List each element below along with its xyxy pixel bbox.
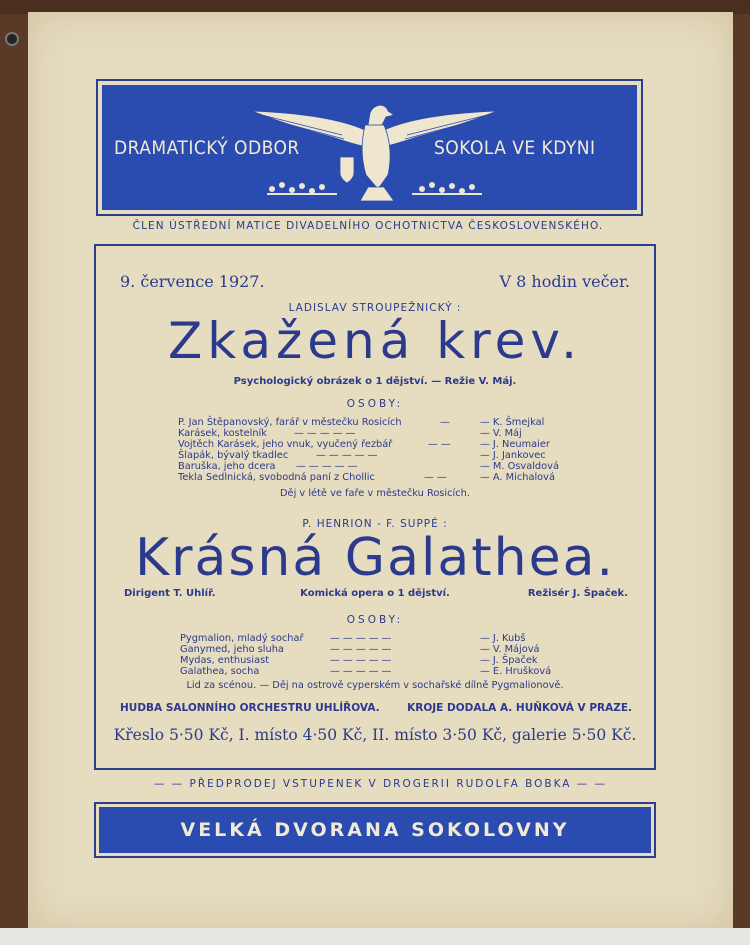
cast-role: Tekla Sedlnická, svobodná paní z Chollic — [178, 472, 375, 483]
event-date: 9. července 1927. — [120, 272, 265, 291]
cast-dashes: — — — — — — [330, 633, 392, 644]
cast-actor: — A. Michalová — [480, 472, 555, 483]
bottom-edge — [0, 928, 750, 945]
play2-title: Krásná Galathea. — [135, 528, 615, 588]
cast-actor: — K. Šmejkal — [480, 417, 545, 428]
cast-role: P. Jan Štěpanovský, farář v městečku Rosicích — [178, 417, 402, 428]
cast-role: Galathea, socha — [180, 666, 260, 677]
cast-actor: — M. Osvaldová — [480, 461, 559, 472]
play2-director: Režisér J. Špaček. — [527, 588, 628, 599]
play1-subtitle: Psychologický obrázek o 1 dějství. — Režie V. Máj. — [233, 376, 517, 387]
cast-actor: — V. Máj — [480, 428, 522, 439]
play1-setting: Děj v létě ve faře v městečku Rosicích. — [280, 488, 470, 499]
cast-dashes: — — [440, 417, 450, 428]
cast-role: Šlapák, bývalý tkadlec — [178, 450, 289, 461]
play1-title: Zkažená krev. — [168, 312, 582, 370]
cast-actor: — J. Jankovec — [480, 450, 546, 461]
cast-dashes: — — — — — — [296, 461, 358, 472]
cast-role: Ganymed, jeho sluha — [180, 644, 284, 655]
cast-actor: — V. Májová — [480, 644, 540, 655]
venue-banner — [94, 802, 656, 858]
cast-dashes: — — — — — — [330, 666, 392, 677]
presale-notice: — — PŘEDPRODEJ VSTUPENEK V DROGERII RUDOLFA BOBKA — — — [153, 778, 608, 790]
cast-role: Pygmalion, mladý sochař — [180, 633, 304, 644]
header-banner — [96, 79, 643, 216]
costumes-credit: KROJE DODALA A. HUŇKOVÁ V PRAZE. — [407, 702, 632, 714]
header-right-text: SOKOLA VE KDYNI — [434, 137, 596, 159]
ticket-prices: Křeslo 5·50 Kč, I. místo 4·50 Kč, II. místo 3·50 Kč, galerie 5·50 Kč. — [113, 726, 637, 744]
cast-role: Mydas, enthusiast — [180, 655, 270, 666]
play2-author: P. HENRION - F. SUPPÉ : — [302, 518, 448, 530]
cast-role: Karásek, kostelník — [178, 428, 267, 439]
cast-dashes: — — — [424, 472, 447, 483]
cast-dashes: — — — — — — [330, 644, 392, 655]
cast-actor: — J. Neumaier — [480, 439, 550, 450]
cast-actor: — E. Hrušková — [480, 666, 552, 677]
header-left-text: DRAMATICKÝ ODBOR — [114, 137, 300, 159]
venue-name: VELKÁ DVORANA SOKOLOVNY — [99, 807, 651, 853]
play2-subtitle: Komická opera o 1 dějství. — [300, 588, 450, 599]
play1-author: LADISLAV STROUPEŽNICKÝ : — [288, 302, 462, 314]
play2-cast-heading: OSOBY: — [346, 614, 404, 626]
poster-sheet — [28, 12, 733, 930]
orchestra-credit: HUDBA SALONNÍHO ORCHESTRU UHLÍŘOVA. — [120, 702, 380, 714]
cast-dashes: — — — [428, 439, 451, 450]
cast-role: Vojtěch Karásek, jeho vnuk, vyučený řezbář — [178, 439, 393, 450]
play2-conductor: Dirigent T. Uhlíř. — [124, 588, 216, 599]
cast-actor: — J. Kubš — [480, 633, 526, 644]
cast-dashes: — — — — — — [330, 655, 392, 666]
event-time: V 8 hodin večer. — [499, 272, 630, 291]
pushpin-icon — [5, 32, 19, 46]
cast-row — [180, 666, 580, 678]
cast-role: Baruška, jeho dcera — [178, 461, 276, 472]
cast-row — [178, 472, 578, 484]
cast-actor: — J. Špaček — [480, 655, 538, 666]
cast-dashes: — — — — — — [316, 450, 378, 461]
membership-line: ČLEN ÚSTŘEDNÍ MATICE DIVADELNÍHO OCHOTNICTVA ČESKOSLOVENSKÉHO. — [132, 220, 604, 232]
play1-cast-heading: OSOBY: — [346, 398, 404, 410]
program-frame — [94, 244, 656, 770]
play2-setting: Lid za scénou. — Děj na ostrově cyperském v sochařské dílně Pygmalionově. — [186, 680, 564, 691]
cast-dashes: — — — — — — [294, 428, 356, 439]
